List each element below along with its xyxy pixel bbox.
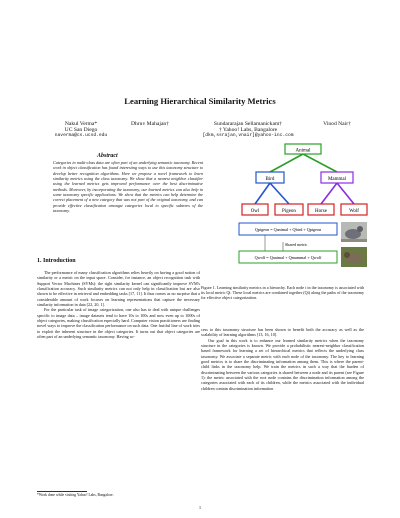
edge-root-bird <box>270 154 303 172</box>
author-affiliation: UC San Diego <box>64 127 98 133</box>
wolf-photo <box>341 247 367 267</box>
paper-title: Learning Hierarchical Similarity Metrics <box>124 96 276 106</box>
node-owl-label: Owl <box>250 209 260 214</box>
shared-metric-label: Shared metric <box>285 242 308 247</box>
abstract-text: Categories in multi-class data are often part of an underlying semantic taxonomy. Recent work in object classification has found interesting ways to use this taxonomy structure to develop better recognition algorithms. Here we propose a novel framework to learn similarity metrics using the class taxonomy. We show that a nearest neighbor classifier using the learned metrics gets improved performance over the best discriminative methods. Moreover, by incorporating the taxonomy, our learned metrics can also help in some taxonomy specific applications. We show that the metrics can help determine the correct placement of a new category that was not part of the original taxonomy, and can provide effective classification amongst categories local to specific subtrees of the taxonomy. <box>53 160 203 214</box>
node-animal-label: Animal <box>295 148 311 154</box>
figure-taxonomy <box>237 142 369 282</box>
author-name: Nakul Verma* <box>64 121 98 127</box>
author-affiliation: † Yahoo! Labs, Bangalore <box>218 127 278 133</box>
edge-bird-owl <box>255 183 270 204</box>
author-verma <box>51 121 111 138</box>
column-1-body <box>37 270 200 339</box>
section-heading: 1. Introduction <box>37 258 76 264</box>
author-email: naverma@cs.ucsd.edu <box>54 133 108 138</box>
node-mammal-label: Mammal <box>327 177 347 182</box>
pigeon-photo <box>341 222 367 242</box>
column-2-body <box>201 327 364 391</box>
author-name: Sundararajan Sellamanickam† <box>213 121 283 127</box>
eq-pigeon-text: Qpigeon = Qanimal + Qbird + Qpigeon <box>254 227 322 232</box>
author-name: Vinod Nair† <box>323 121 351 127</box>
paragraph: The performance of many classification algorithms relies heavily on having a good notion of similarity or a metric on the input space. Consider, for instance, an object recognition task with Support Vector Machines (SVMs): the right similarity kernel can significantly improve SVM's classification accuracy. Such similarity metrics can not only help in classification but are also shown to be effective in retrieval and embedding tasks [17, 11]. It thus comes as no surprise that a considerable amount of work focuses on learning representations that capture the necessary similarity information in data [22, 20, 1]. <box>37 270 200 308</box>
footnote: *Work done while visiting Yahoo! Labs, Bangalore. <box>37 493 114 497</box>
paragraph: Our goal in this work is to enhance our learned similarity metrics when the taxonomy structure in the categories is known. We provide a probabilistic nearest-neighbor classification based framework for learning a set of hierarchical metrics that reflects the underlying class taxonomy. We associate a separate metric with each node of the taxonomy. The key to learning good metrics is to share the discriminating information among them. This is where the parent-child links in the taxonomy help. We train the metrics in such a way that the burden of discriminating between the various categories is shared between a node and its parent (see Figure 1): the metric associated with the root node contains the discrimination information among the categories associated with each of its children, while the metrics associated with the individual children contain discrimination information <box>201 337 364 391</box>
edge-root-mammal <box>303 154 337 172</box>
paragraph: cess to this taxonomy structure has been shown to benefit both the accuracy as well as the scalability of learning algorithms [13, 16, 10]. <box>201 327 364 338</box>
author-email: [dkm,ssrajan,vnair]@yahoo-inc.com <box>202 133 294 138</box>
author-mahajan <box>120 121 180 127</box>
node-wolf-label: Wolf <box>349 209 359 214</box>
abstract-heading: Abstract <box>97 153 118 159</box>
page-number: 1 <box>198 505 202 510</box>
author-sellamanickam <box>192 121 304 138</box>
author-nair <box>312 121 362 127</box>
eq-wolf-text: Qwolf = Qanimal + Qmammal + Qwolf <box>254 255 322 260</box>
node-bird-label: Bird <box>265 177 275 182</box>
edge-mammal-wolf <box>337 183 354 204</box>
figure-caption: Figure 1. Learning similarity metrics in a hierarchy. Each node t in the taxonomy is associated with its local metric Qt. These local metrics are combined together (Qt) along the paths of the taxonomy for effective object categorization. <box>201 285 364 301</box>
node-pigeon-label: Pigeon <box>282 209 296 214</box>
paragraph: For the particular task of image categorization, one also has to deal with unique challenges specific to image data – image datasets tend to have 10s to 100s and now even up to 1000s of object categories, making classification especially hard. Computer vision practitioners are finding novel ways to improve the classification performance on such data. One fruitful line of work tries to exploit the inherent structure in the object categories. It turns out that object categories are often part of an underlying semantic taxonomy. Having ac- <box>37 307 200 340</box>
node-horse-label: Horse <box>315 209 327 214</box>
edge-mammal-horse <box>321 183 337 204</box>
footnote-rule <box>37 491 87 492</box>
author-name: Dhruv Mahajan† <box>130 121 170 127</box>
edge-bird-pigeon <box>270 183 289 204</box>
